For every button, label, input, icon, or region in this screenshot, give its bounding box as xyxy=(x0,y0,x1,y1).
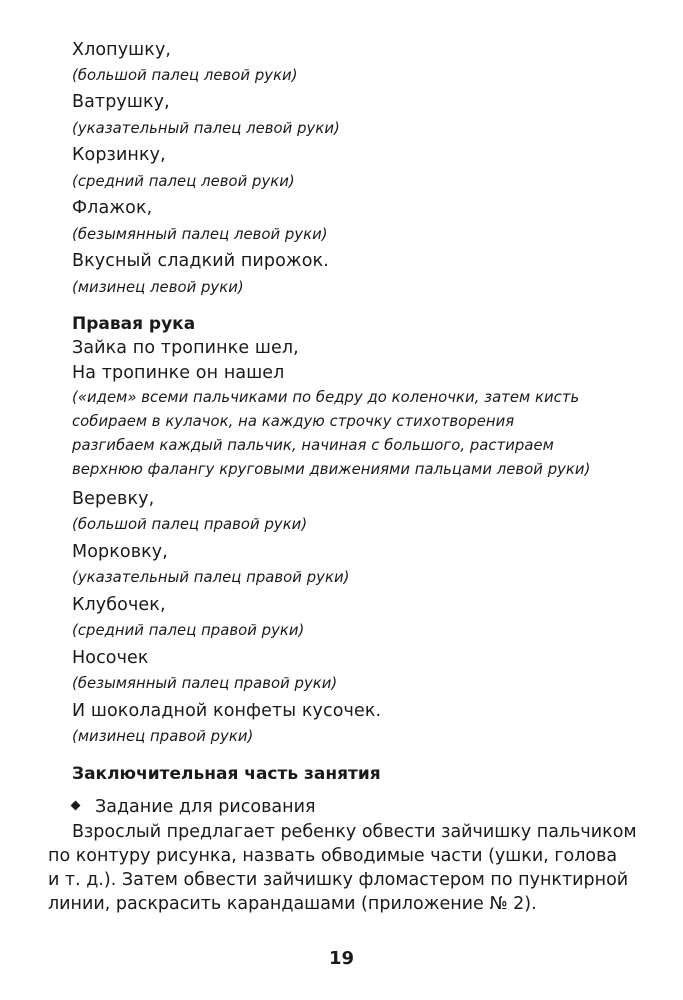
page-number: 19 xyxy=(328,948,355,969)
instruction-note: (мизинец правой руки) xyxy=(72,728,254,745)
verse-line: Корзинку, xyxy=(72,145,166,165)
instruction-note: (указательный палец правой руки) xyxy=(72,569,350,586)
bullet-item xyxy=(72,797,315,817)
verse-line: На тропинке он нашел xyxy=(72,363,285,383)
instruction-note: (большой палец правой руки) xyxy=(72,516,308,533)
instruction-note: (безымянный палец правой руки) xyxy=(72,675,338,692)
instruction-paragraph-line: разгибаем каждый пальчик, начиная с большого, растираем xyxy=(72,437,554,454)
verse-line: Хлопушку, xyxy=(72,40,172,60)
instruction-paragraph-line: («идем» всеми пальчиками по бедру до коленочки, затем кисть xyxy=(72,389,580,406)
verse-line: Вкусный сладкий пирожок. xyxy=(72,251,329,271)
paragraph-line: линии, раскрасить карандашами (приложение № 2). xyxy=(48,894,537,914)
instruction-note: (средний палец правой руки) xyxy=(72,622,305,639)
instruction-note: (средний палец левой руки) xyxy=(72,173,295,190)
paragraph-line: Взрослый предлагает ребенку обвести зайчишку пальчиком xyxy=(72,822,637,842)
instruction-paragraph-line: собираем в кулачок, на каждую строчку стихотворения xyxy=(72,413,515,430)
verse-line: Веревку, xyxy=(72,489,155,509)
verse-line: Носочек xyxy=(72,648,149,668)
bullet-label: Задание для рисования xyxy=(95,797,316,817)
verse-line: И шоколадной конфеты кусочек. xyxy=(72,701,382,721)
instruction-note: (большой палец левой руки) xyxy=(72,67,298,84)
instruction-paragraph-line: верхнюю фалангу круговыми движениями пальцами левой руки) xyxy=(72,461,591,478)
paragraph-line: по контуру рисунка, назвать обводимые части (ушки, голова xyxy=(48,846,618,866)
instruction-note: (безымянный палец левой руки) xyxy=(72,226,328,243)
diamond-bullet-icon xyxy=(71,800,81,810)
verse-line: Зайка по тропинке шел, xyxy=(72,338,299,358)
verse-line: Морковку, xyxy=(72,542,168,562)
section-heading-right-hand: Правая рука xyxy=(72,314,196,334)
paragraph-line: и т. д.). Затем обвести зайчишку фломастером по пунктирной xyxy=(48,870,629,890)
section-heading-final-part: Заключительная часть занятия xyxy=(72,764,381,784)
verse-line: Флажок, xyxy=(72,198,153,218)
instruction-note: (мизинец левой руки) xyxy=(72,279,244,296)
instruction-note: (указательный палец левой руки) xyxy=(72,120,340,137)
verse-line: Ватрушку, xyxy=(72,92,170,112)
verse-line: Клубочек, xyxy=(72,595,166,615)
